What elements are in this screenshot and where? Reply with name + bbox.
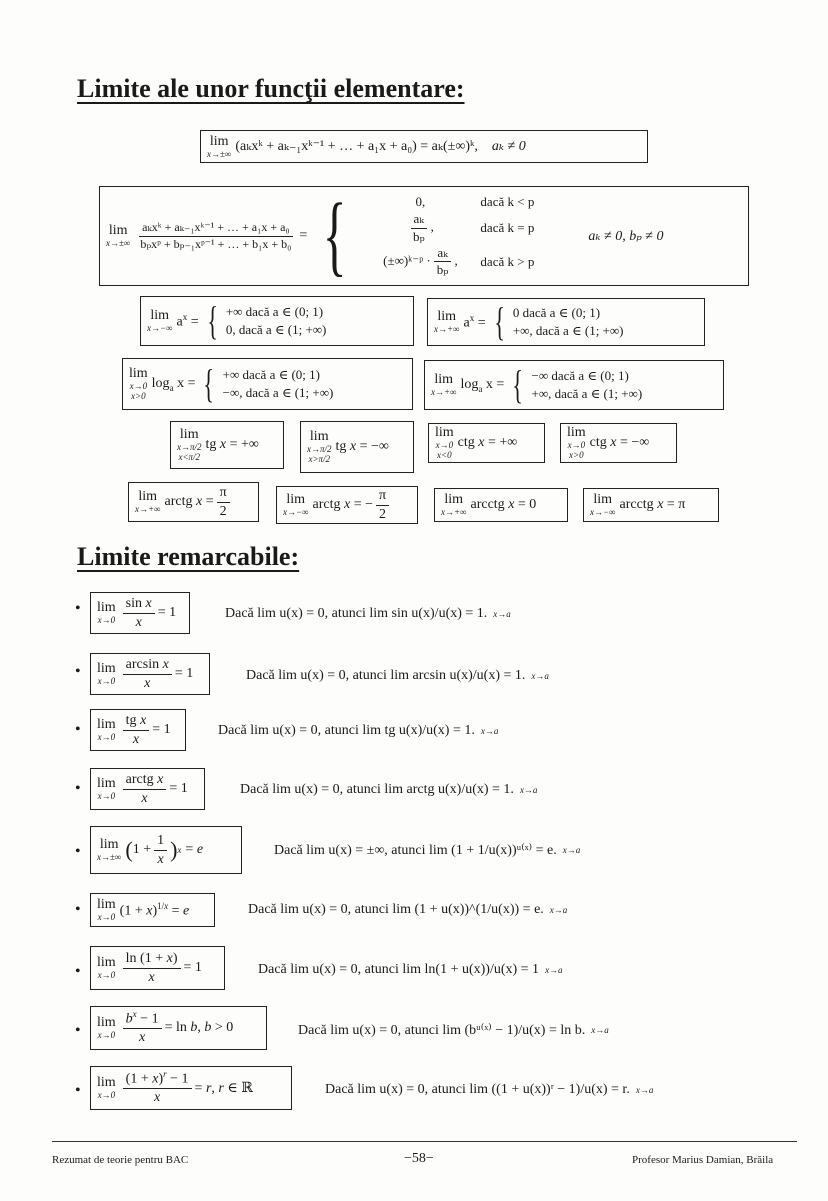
lim-operator: lim x→π/2 x>π/2 — [307, 429, 332, 464]
formula-rational-limit: lim x→±∞ $\frac{\text{aₖxᵏ + aₖ₋₁xᵏ⁻¹ + … + a₁x + a₀}}{\text{bₚxᵖ + bₚ₋₁xᵖ⁻¹ + … + b₁x + b₀}}$ = { 0, dacă k < p $\frac{\text{aₖ}}{\text{bₚ}}$ , dacă k = p (±∞)ᵏ⁻ᵖ · $\frac{\text{aₖ}}{\text{bₚ}}$ , dacă k > p aₖ ≠ 0, bₚ ≠ 0 — [99, 186, 749, 286]
lim-subscript: x→−∞ — [590, 507, 616, 517]
remarkable-box-sin: lim x→0 $\frac{\text{sin x}}{x}$ = 1 — [90, 592, 190, 634]
text-subscript: x→a — [493, 609, 511, 619]
lim-subscript-2: x<0 — [437, 450, 452, 460]
case-1: −∞ dacă a ∈ (0; 1) — [531, 368, 629, 384]
lim-subscript-2: x>0 — [131, 391, 146, 401]
remarkable-text-power — [325, 1070, 653, 1110]
bullet-icon: • — [75, 721, 81, 738]
lim-subscript: x→+∞ — [441, 507, 467, 517]
text-subscript: x→a — [531, 671, 549, 681]
lim-operator: lim x→0 — [97, 1075, 116, 1100]
lim-operator: lim x→±∞ — [106, 223, 131, 248]
section-title-elementary: Limite ale unor funcţii elementare: — [77, 74, 465, 103]
formula-arctg-minus: lim x→−∞ arctg x = − $\frac{\pi}{2}$ — [276, 486, 418, 524]
remarkable-box-arcsin: lim x→0 $\frac{\text{arcsin x}}{x}$ = 1 — [90, 653, 210, 695]
rule-text: Dacă lim u(x) = 0, atunci lim sin u(x)/u(x) = 1. — [225, 606, 488, 621]
text-subscript: x→a — [562, 845, 581, 855]
formula-tg-plus: lim x→π/2 x<π/2 tg x = +∞ — [170, 421, 284, 469]
frac-den: 2 — [219, 503, 227, 519]
case-2: +∞, dacă a ∈ (1; +∞) — [512, 323, 624, 338]
lim-subscript: x→0 — [435, 440, 454, 450]
case-2: +∞, dacă a ∈ (1; +∞) — [531, 386, 643, 401]
case2-fraction — [410, 212, 428, 244]
remarkable-box-exp: lim x→0 $\frac{b^x - 1}{x}$ = ln b, b > 0 — [90, 1006, 267, 1050]
lim-operator: lim x→0 — [97, 897, 116, 922]
lim-subscript: x→0 — [97, 912, 116, 922]
rational-cases: 0, dacă k < p $\frac{\text{aₖ}}{\text{bₚ}}$ , dacă k = p (±∞)ᵏ⁻ᵖ · $\frac{\text{aₖ}}{\text{bₚ}}$ , dacă k > p — [360, 194, 570, 277]
formula-ctg-minus: lim x→0 x>0 ctg x = −∞ — [560, 423, 677, 463]
case-1: +∞ dacă a ∈ (0; 1) — [225, 304, 324, 320]
bullet-icon: • — [75, 843, 81, 860]
lim-operator: lim x→±∞ — [207, 133, 232, 159]
lim-subscript: x→±∞ — [106, 238, 131, 248]
lim-operator: lim x→−∞ — [147, 308, 173, 333]
lim-subscript: x→0 — [97, 970, 116, 980]
bullet-icon: • — [75, 780, 81, 797]
text-subscript: x→a — [545, 965, 563, 975]
lim-operator: lim x→0 x<0 — [435, 425, 454, 460]
footer-divider — [52, 1141, 797, 1142]
formula-log-plus-inf: lim x→+∞ $\log_a x$ = { −∞ dacă a ∈ (0; 1) +∞, dacă a ∈ (1; +∞) — [424, 360, 724, 410]
polynomial-condition: aₖ ≠ 0 — [491, 139, 526, 154]
remarkable-text-arctg — [240, 770, 537, 810]
lim-subscript: x→±∞ — [97, 852, 122, 862]
lim-subscript: x→+∞ — [431, 387, 457, 397]
cases — [223, 366, 334, 401]
lim-operator: lim x→±∞ — [97, 837, 122, 862]
remarkable-box-e-inf: lim x→±∞ ( 1 + $\frac{1}{x}$ ) x = e — [90, 826, 242, 874]
text-subscript: x→a — [635, 1085, 654, 1095]
case2-den: bₚ — [412, 228, 425, 244]
section-title-remarkable: Limite remarcabile: — [77, 542, 300, 571]
remarkable-text-tg — [218, 711, 498, 751]
rule-text: Dacă lim u(x) = 0, atunci lim ln(1 + u(x))/u(x) = 1 — [258, 962, 540, 977]
formula-arcctg-plus: lim x→+∞ arcctg x = 0 — [434, 488, 568, 522]
lim-operator: lim x→+∞ — [135, 489, 161, 514]
case2-num: aₖ — [411, 212, 428, 228]
rule-text: Dacă lim u(x) = 0, atunci lim arcsin u(x)/u(x) = 1. — [246, 668, 526, 683]
case3-den: bₚ — [436, 262, 449, 278]
polynomial-expression: (aₖxᵏ + aₖ₋₁xᵏ⁻¹ + … + a₁x + a₀) = aₖ(±∞)ᵏ, — [235, 139, 478, 154]
frac-den: 2 — [379, 506, 387, 522]
frac: $\frac{\text{arctg x}}{x}$ — [123, 772, 167, 806]
lim-subscript: x→0 — [97, 791, 116, 801]
case-1: +∞ dacă a ∈ (0; 1) — [222, 367, 320, 383]
remarkable-box-arctg: lim x→0 $\frac{\text{arctg x}}{x}$ = 1 — [90, 768, 205, 810]
lim-operator: lim x→−∞ — [590, 492, 616, 517]
lim-subscript-2: x>π/2 — [308, 454, 331, 464]
rule-text: Dacă lim u(x) = 0, atunci lim tg u(x)/u(x) = 1. — [218, 723, 475, 738]
case2-condition: dacă k = p — [480, 220, 535, 236]
frac: $\frac{(1 + x)^r - 1}{x}$ — [123, 1070, 192, 1105]
formula-polynomial-limit — [200, 130, 648, 163]
rule-text: Dacă lim u(x) = 0, atunci lim arctg u(x)/u(x) = 1. — [240, 782, 514, 797]
lim-subscript: x→π/2 — [177, 442, 202, 452]
cases — [226, 303, 327, 338]
lim-operator: lim x→−∞ — [283, 492, 309, 517]
rule-text: Dacă lim u(x) = 0, atunci lim (1 + u(x))^(1/u(x)) = e. — [248, 902, 544, 917]
lim-subscript: x→−∞ — [283, 507, 309, 517]
case-2: 0, dacă a ∈ (1; +∞) — [225, 322, 327, 337]
lim-subscript: x→±∞ — [207, 148, 232, 159]
lim-subscript: x→0 — [129, 381, 148, 391]
frac: $\frac{b^x - 1}{x}$ — [123, 1010, 162, 1045]
formula-tg-minus: lim x→π/2 x>π/2 tg x = −∞ — [300, 421, 414, 473]
rule-text: Dacă lim u(x) = 0, atunci lim (bᵘ⁽ˣ⁾ − 1)/u(x) = ln b. — [298, 1022, 586, 1038]
formula-ctg-plus: lim x→0 x<0 ctg x = +∞ — [428, 423, 545, 463]
text-subscript: x→a — [519, 785, 538, 795]
case3-condition: dacă k > p — [480, 253, 535, 269]
lim-subscript: x→π/2 — [307, 444, 332, 454]
text-subscript: x→a — [480, 726, 499, 736]
case-1: 0 dacă a ∈ (0; 1) — [512, 305, 601, 321]
lim-subscript: x→−∞ — [147, 323, 173, 333]
frac-num: π — [376, 488, 389, 505]
rational-condition: aₖ ≠ 0, bₚ ≠ 0 — [588, 228, 664, 244]
remarkable-box-e-zero: lim x→0 $(1 + x)^{1/x} = e$ — [90, 893, 215, 927]
lim-operator: lim x→0 — [97, 600, 116, 625]
rule-text: Dacă lim u(x) = ±∞, atunci lim (1 + 1/u(x))ᵘ⁽ˣ⁾ = e. — [274, 842, 557, 858]
formula-exp-plus-inf: lim x→+∞ $a^x$ = { 0 dacă a ∈ (0; 1) +∞, dacă a ∈ (1; +∞) — [427, 298, 705, 346]
formula-arctg-plus: lim x→+∞ arctg x = $\frac{\pi}{2}$ — [128, 482, 259, 522]
case3-fraction — [434, 246, 452, 278]
remarkable-text-arcsin — [246, 656, 549, 696]
remarkable-text-exp — [298, 1010, 609, 1050]
pi-over-2 — [376, 488, 389, 522]
lim-subscript: x→0 — [97, 732, 116, 742]
lim-subscript: x→0 — [97, 1030, 116, 1040]
page-number: −58− — [404, 1151, 434, 1166]
lim-operator: lim x→0 x>0 — [567, 425, 586, 460]
lim-subscript: x→0 — [97, 615, 116, 625]
lim-subscript: x→+∞ — [135, 504, 161, 514]
frac: $\frac{\text{tg x}}{x}$ — [123, 713, 150, 747]
lim-operator: lim x→0 — [97, 661, 116, 686]
lim-operator: lim x→0 — [97, 776, 116, 801]
text-subscript: x→a — [591, 1025, 609, 1035]
bullet-icon: • — [75, 963, 81, 980]
bullet-icon: • — [75, 663, 81, 680]
formula-arcctg-minus: lim x→−∞ arcctg x = π — [583, 488, 719, 522]
lim-subscript-2: x<π/2 — [178, 452, 201, 462]
remarkable-text-e-zero — [248, 892, 567, 928]
lim-operator: lim x→+∞ — [434, 309, 460, 334]
case1-condition: dacă k < p — [480, 194, 535, 210]
case1-value: 0, — [415, 194, 426, 210]
footer-right: Profesor Marius Damian, Brăila — [632, 1154, 774, 1166]
lim-operator: lim x→0 — [97, 717, 116, 742]
case-2: −∞, dacă a ∈ (1; +∞) — [222, 385, 334, 400]
remarkable-box-power: lim x→0 $\frac{(1 + x)^r - 1}{x}$ = r, r ∈ ℝ — [90, 1066, 292, 1110]
rational-numerator: aₖxᵏ + aₖ₋₁xᵏ⁻¹ + … + a₁x + a₀ — [139, 221, 293, 236]
remarkable-box-ln: lim x→0 $\frac{\ln (1 + x)}{x}$ = 1 — [90, 946, 225, 990]
footer-left: Rezumat de teorie pentru BAC — [52, 1154, 189, 1166]
case3-value: (±∞)ᵏ⁻ᵖ · — [383, 252, 431, 268]
lim-operator: lim x→+∞ — [441, 492, 467, 517]
formula-exp-minus-inf: lim x→−∞ $a^x$ = { +∞ dacă a ∈ (0; 1) 0, dacă a ∈ (1; +∞) — [140, 296, 414, 346]
remarkable-text-e-inf — [274, 830, 580, 870]
cases — [531, 367, 642, 402]
lim-operator: lim x→+∞ — [431, 372, 457, 397]
frac-num: π — [217, 485, 230, 502]
frac: $\frac{\ln (1 + x)}{x}$ — [123, 951, 181, 985]
remarkable-text-sin — [225, 594, 511, 634]
lim-subscript: x→0 — [97, 676, 116, 686]
rational-denominator: bₚxᵖ + bₚ₋₁xᵖ⁻¹ + … + b₁x + b₀ — [140, 236, 292, 251]
lim-operator: lim x→0 x>0 — [129, 366, 148, 401]
rule-text: Dacă lim u(x) = 0, atunci lim ((1 + u(x))ʳ − 1)/u(x) = r. — [325, 1082, 630, 1097]
remarkable-text-ln — [258, 950, 563, 990]
bullet-icon: • — [75, 1022, 81, 1039]
lim-subscript: x→0 — [567, 440, 586, 450]
text-subscript: x→a — [549, 905, 568, 915]
lim-operator: lim x→0 — [97, 955, 116, 980]
formula-log-zero: lim x→0 x>0 $\log_a x$ = { +∞ dacă a ∈ (0; 1) −∞, dacă a ∈ (1; +∞) — [122, 358, 413, 410]
pi-over-2 — [217, 485, 230, 519]
bullet-icon: • — [75, 1082, 81, 1099]
cases — [513, 304, 624, 339]
frac: $\frac{\text{arcsin x}}{x}$ — [123, 657, 172, 691]
bullet-icon: • — [75, 600, 81, 617]
frac: $\frac{\text{sin x}}{x}$ — [123, 596, 155, 630]
lim-subscript-2: x>0 — [569, 450, 584, 460]
lim-operator: lim x→0 — [97, 1015, 116, 1040]
lim-operator: lim x→π/2 x<π/2 — [177, 427, 202, 462]
rational-fraction — [137, 221, 294, 250]
lim-subscript: x→+∞ — [434, 324, 460, 334]
lim-subscript: x→0 — [97, 1090, 116, 1100]
case3-num: aₖ — [434, 246, 451, 262]
frac: $\frac{1}{x}$ — [154, 833, 167, 867]
bullet-icon: • — [75, 901, 81, 918]
remarkable-box-tg: lim x→0 $\frac{\text{tg x}}{x}$ = 1 — [90, 709, 186, 751]
